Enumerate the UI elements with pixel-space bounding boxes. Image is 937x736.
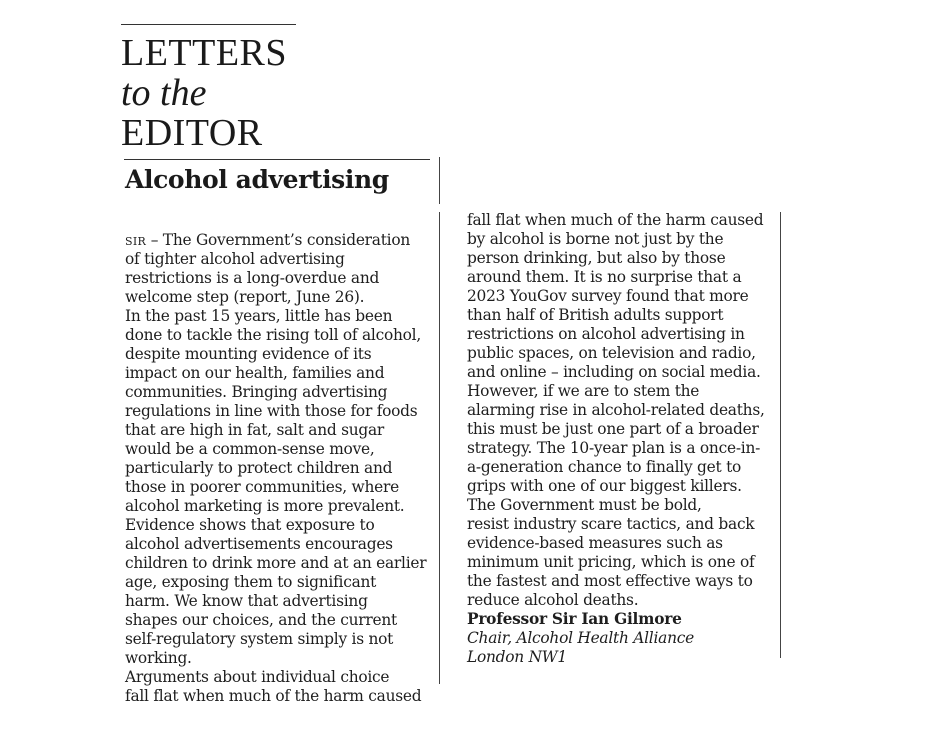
text-line: and online – including on social media. [467, 363, 761, 381]
text-line: alcohol advertisements encourages [125, 535, 393, 553]
text-line: impact on our health, families and [125, 364, 385, 382]
masthead-letters: LETTERS [121, 32, 288, 74]
text-line: this must be just one part of a broader [467, 420, 759, 438]
text-line: done to tackle the rising toll of alcohol, [125, 326, 421, 344]
column-divider [439, 157, 440, 204]
text-line: the fastest and most effective ways to [467, 572, 753, 590]
text-line: grips with one of our biggest killers. [467, 477, 742, 495]
text-line: minimum unit pricing, which is one of [467, 553, 755, 571]
text-line: strategy. The 10-year plan is a once-in- [467, 439, 761, 457]
text-line: resist industry scare tactics, and back [467, 515, 755, 533]
masthead-editor: EDITOR [121, 112, 263, 154]
text-line: self-regulatory system simply is not [125, 630, 394, 648]
text-line: of tighter alcohol advertising [125, 250, 345, 268]
text-line: age, exposing them to significant [125, 573, 377, 591]
text-fragment: – The Government’s consideration [146, 231, 410, 249]
signature-title: Chair, Alcohol Health Alliance [467, 629, 694, 647]
signature-name: Professor Sir Ian Gilmore [467, 610, 682, 628]
text-line: regulations in line with those for foods [125, 402, 418, 420]
text-line: restrictions is a long-overdue and [125, 269, 380, 287]
text-line: working. [125, 649, 192, 667]
text-line: welcome step (report, June 26). [125, 288, 365, 306]
text-line: restrictions on alcohol advertising in [467, 325, 745, 343]
text-line: shapes our choices, and the current [125, 611, 397, 629]
signature-location: London NW1 [467, 648, 567, 666]
text-line: Arguments about individual choice [125, 668, 390, 686]
text-line: Evidence shows that exposure to [125, 516, 375, 534]
column-divider [780, 212, 781, 658]
text-line: around them. It is no surprise that a [467, 268, 742, 286]
text-line: 2023 YouGov survey found that more [467, 287, 749, 305]
text-line: fall flat when much of the harm caused [467, 211, 764, 229]
text-line [125, 231, 437, 250]
headline-rule [124, 159, 430, 160]
text-line: In the past 15 years, little has been [125, 307, 393, 325]
column-divider [439, 212, 440, 684]
text-line: reduce alcohol deaths. [467, 591, 639, 609]
masthead-rule [121, 24, 296, 25]
text-line: by alcohol is borne not just by the [467, 230, 724, 248]
text-line: fall flat when much of the harm caused [125, 687, 422, 705]
text-line: children to drink more and at an earlier [125, 554, 427, 572]
text-line: despite mounting evidence of its [125, 345, 372, 363]
letter-column-1 [125, 231, 437, 705]
text-line: person drinking, but also by those [467, 249, 726, 267]
salutation: sir [125, 231, 147, 249]
letter-column-2 [467, 211, 777, 666]
letter-headline: Alcohol advertising [125, 165, 389, 194]
text-line: alcohol marketing is more prevalent. [125, 497, 405, 515]
text-line: evidence-based measures such as [467, 534, 723, 552]
text-line: than half of British adults support [467, 306, 724, 324]
text-line: The Government must be bold, [467, 496, 702, 514]
text-line: public spaces, on television and radio, [467, 344, 756, 362]
text-line: those in poorer communities, where [125, 478, 399, 496]
text-line: would be a common-sense move, [125, 440, 375, 458]
masthead-to-the: to the [121, 72, 207, 114]
text-line: harm. We know that advertising [125, 592, 368, 610]
text-line: communities. Bringing advertising [125, 383, 388, 401]
text-line: However, if we are to stem the [467, 382, 700, 400]
text-line: a-generation chance to finally get to [467, 458, 742, 476]
text-line: particularly to protect children and [125, 459, 393, 477]
text-line: that are high in fat, salt and sugar [125, 421, 385, 439]
text-line: alarming rise in alcohol-related deaths, [467, 401, 765, 419]
